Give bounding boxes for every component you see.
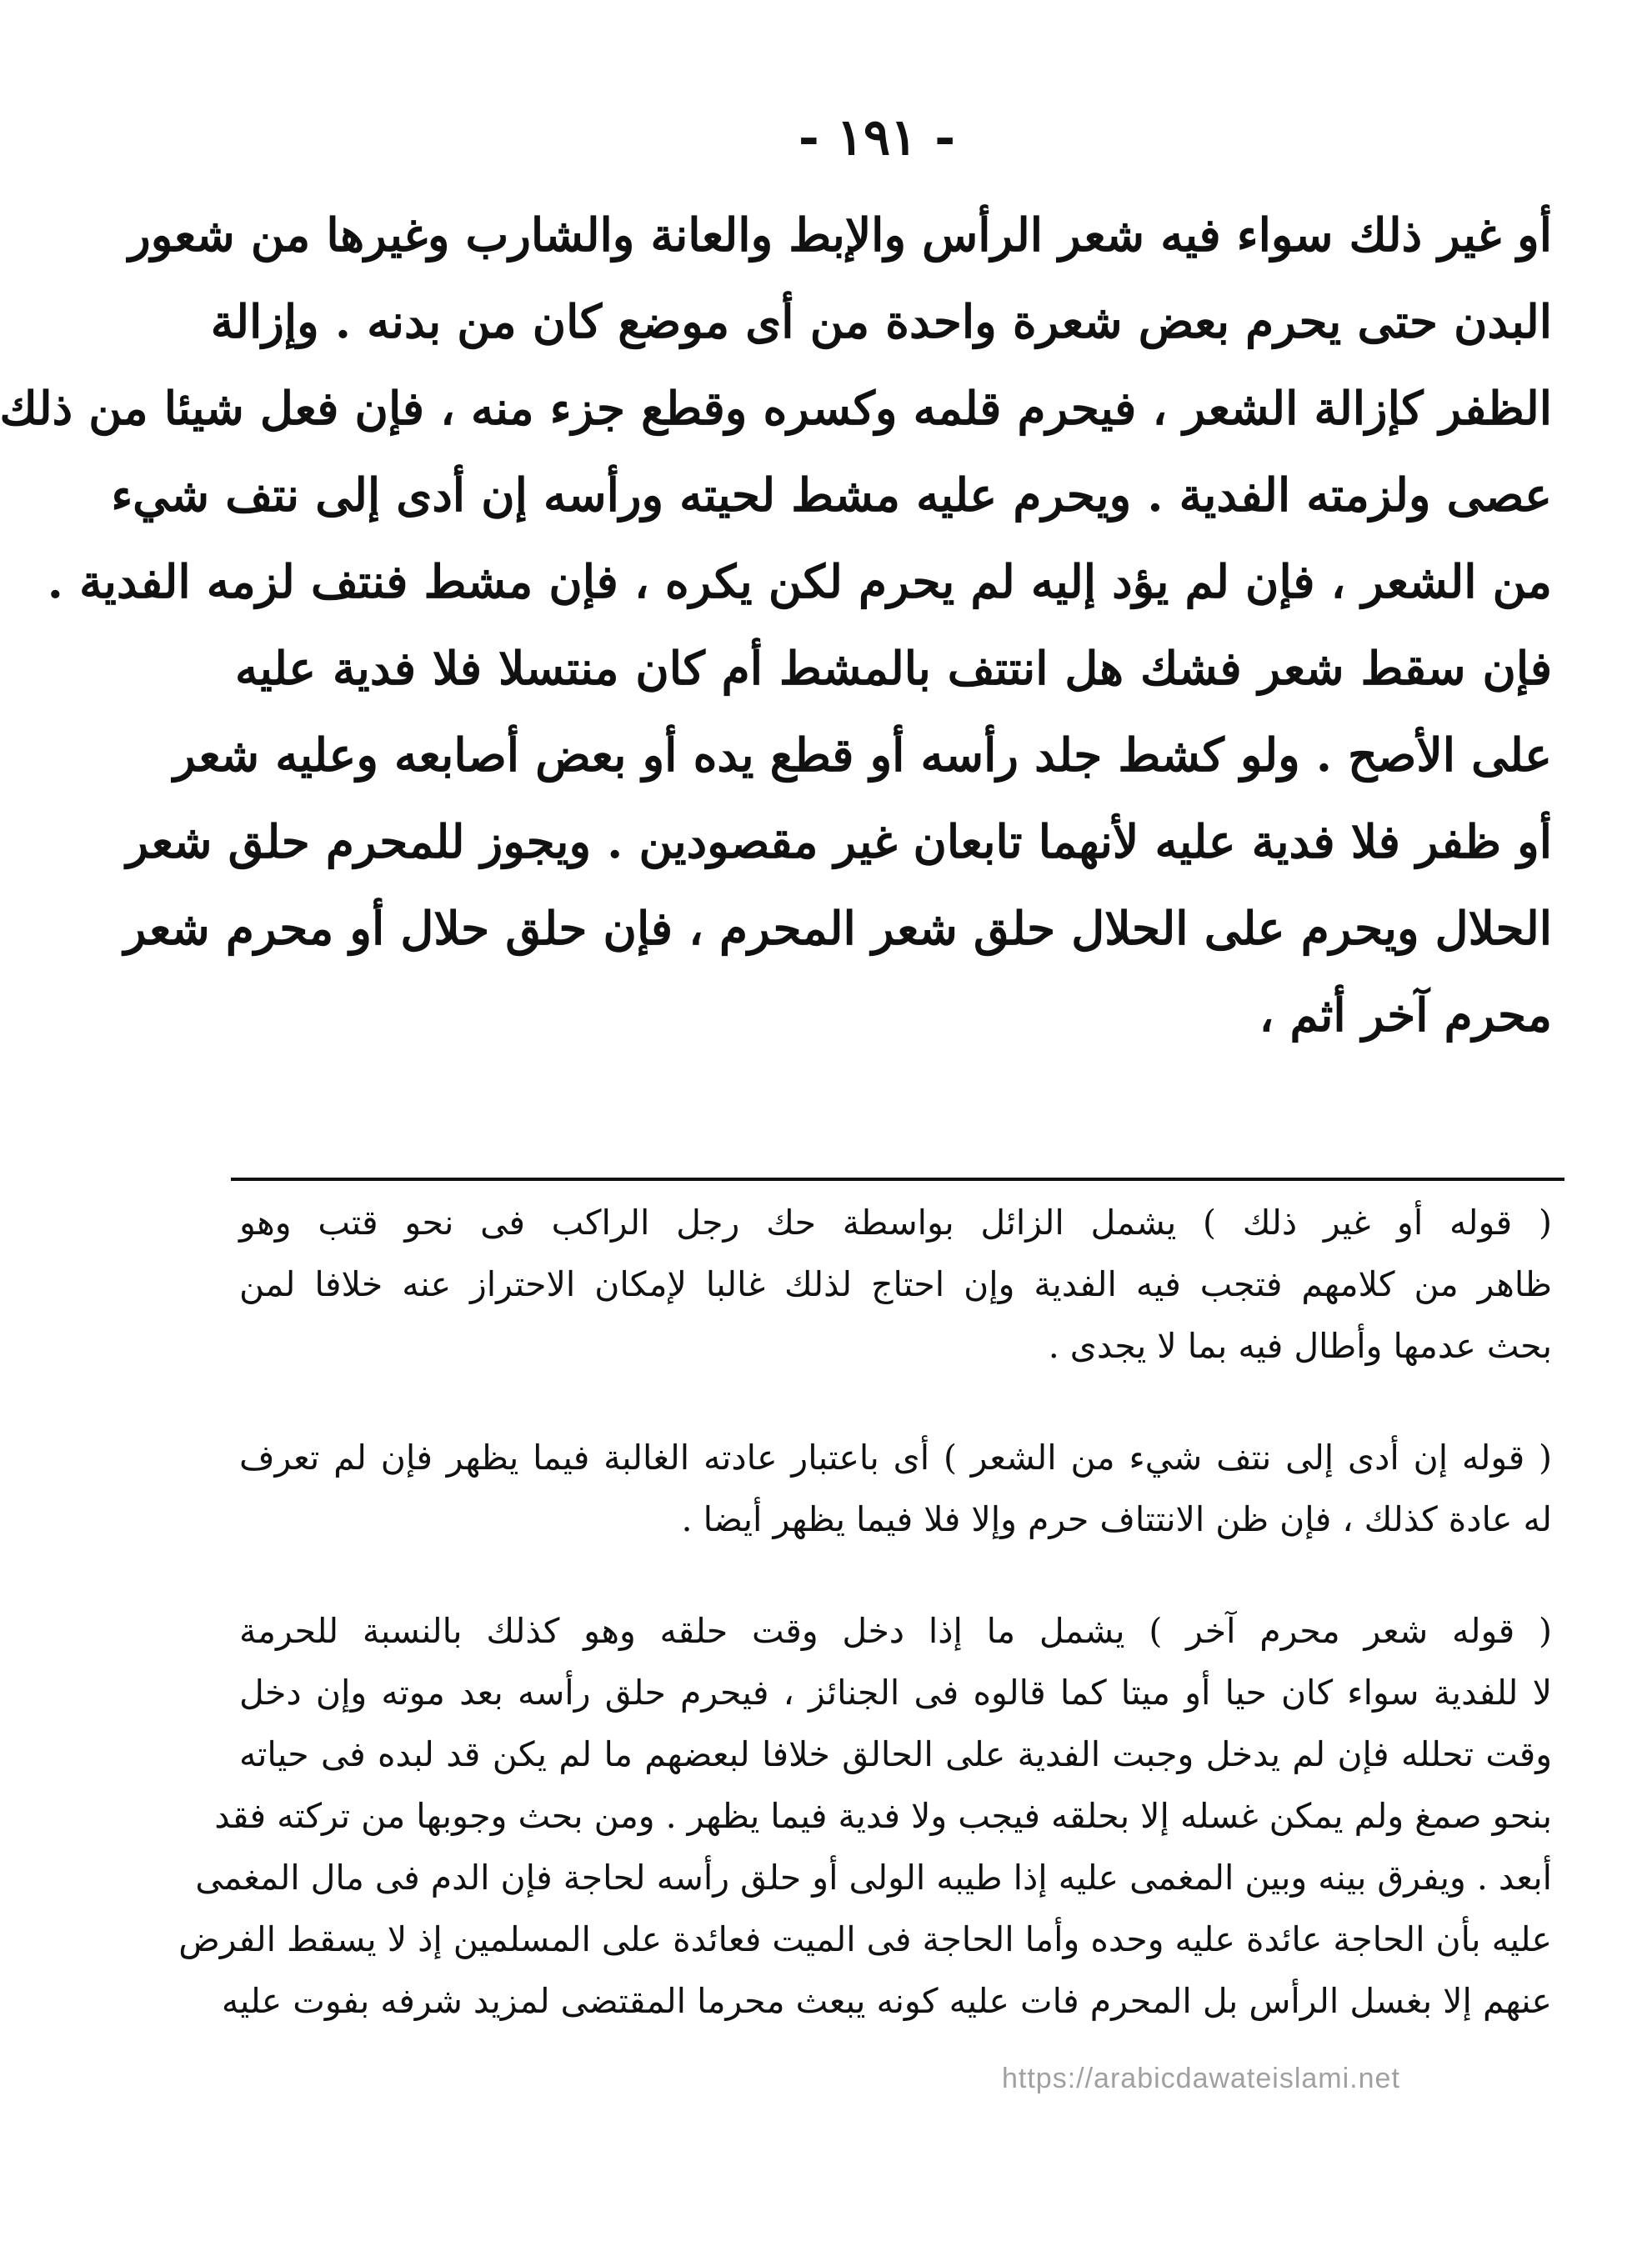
main-text-line: عصى ولزمته الفدية . ويحرم عليه مشط لحيته ورأسه إن أدى إلى نتف شيء — [111, 468, 1552, 522]
main-text-block — [0, 192, 1552, 1058]
footnote-line: ( قوله إن أدى إلى نتف شيء من الشعر ) أى باعتبار عادته الغالبة فيما يظهر فإن لم تعرف — [239, 1438, 1552, 1478]
main-text-line: محرم آخر أثم ، — [1259, 988, 1552, 1042]
footnote-spacer — [239, 1377, 1552, 1427]
footnote-divider — [231, 1178, 1564, 1181]
watermark-url: https://arabicdawateislami.net — [1002, 2063, 1400, 2094]
footnotes-block — [178, 1192, 1552, 2032]
main-text-line: أو غير ذلك سواء فيه شعر الرأس والإبط والعانة والشارب وغيرها من شعور — [128, 208, 1552, 262]
footnote-line: ( قوله شعر محرم آخر ) يشمل ما إذا دخل وقت حلقه وهو كذلك بالنسبة للحرمة — [239, 1611, 1552, 1651]
footnote-line: ( قوله أو غير ذلك ) يشمل الزائل بواسطة حك رجل الراكب فى نحو قتب وهو — [239, 1203, 1552, 1243]
footnote-line: أبعد . ويفرق بينه وبين المغمى عليه إذا طيبه الولى أو حلق رأسه لحاجة فإن الدم فى مال المغمى — [195, 1858, 1552, 1898]
main-text-line: الظفر كإزالة الشعر ، فيحرم قلمه وكسره وقطع جزء منه ، فإن فعل شيئا من ذلك — [0, 381, 1552, 435]
footnote-line: بحث عدمها وأطال فيه بما لا يجدى . — [1048, 1326, 1552, 1366]
footnote-line: بنحو صمغ ولم يمكن غسله إلا بحلقه فيجب ولا فدية فيما يظهر . ومن بحث وجوبها من تركته فقد — [214, 1796, 1552, 1836]
footnote-line: ظاهر من كلامهم فتجب فيه الفدية وإن احتاج لذلك غالبا لإمكان الاحتراز عنه خلافا لمن — [239, 1264, 1552, 1304]
footnote-line: وقت تحلله فإن لم يدخل وجبت الفدية على الحالق خلافا لبعضهم ما لم يكن قد لبده فى حياته — [239, 1734, 1552, 1774]
footnote-line: عنهم إلا بغسل الرأس بل المحرم فات عليه كونه يبعث محرما المقتضى لمزيد شرفه بفوت عليه — [221, 1981, 1552, 2021]
main-text-line: فإن سقط شعر فشك هل انتتف بالمشط أم كان منتسلا فلا فدية عليه — [235, 641, 1552, 695]
footnote — [239, 1192, 1552, 1377]
footnote-line: له عادة كذلك ، فإن ظن الانتتاف حرم وإلا فلا فيما يظهر أيضا . — [681, 1499, 1552, 1539]
footnote — [178, 1600, 1552, 2032]
page-number: - ١٩١ - — [798, 108, 956, 167]
main-text-line: من الشعر ، فإن لم يؤد إليه لم يحرم لكن يكره ، فإن مشط فنتف لزمه الفدية . — [47, 554, 1552, 608]
footnote-spacer — [239, 1550, 1552, 1600]
main-text-line: أو ظفر فلا فدية عليه لأنهما تابعان غير مقصودين . ويجوز للمحرم حلق شعر — [126, 814, 1552, 868]
main-text-line: البدن حتى يحرم بعض شعرة واحدة من أى موضع كان من بدنه . وإزالة — [210, 294, 1552, 348]
main-text-line: الحلال ويحرم على الحلال حلق شعر المحرم ، فإن حلق حلال أو محرم شعر — [123, 901, 1552, 955]
footnote-line: عليه بأن الحاجة عائدة عليه وحده وأما الحاجة فى الميت فعائدة على المسلمين إذ لا يسقط الفرض — [178, 1919, 1552, 1959]
main-text-line: على الأصح . ولو كشط جلد رأسه أو قطع يده أو بعض أصابعه وعليه شعر — [173, 728, 1552, 782]
footnote — [239, 1427, 1552, 1550]
footnote-line: لا للفدية سواء كان حيا أو ميتا كما قالوه فى الجنائز ، فيحرم حلق رأسه بعد موته وإن دخل — [239, 1673, 1552, 1713]
